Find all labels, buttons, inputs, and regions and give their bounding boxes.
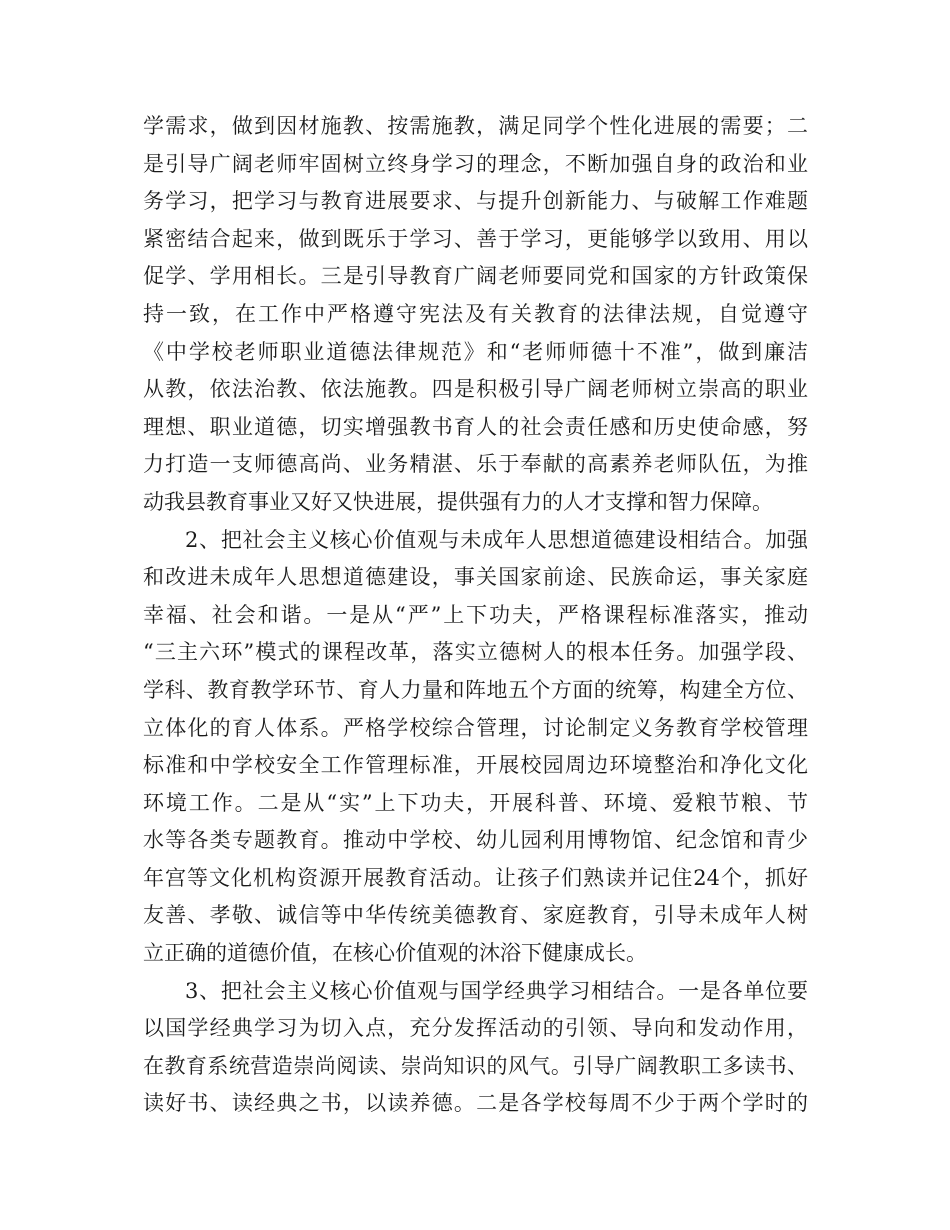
text-line: “三主六环”模式的课程改革，落实立德树人的根本任务。加强学段、 xyxy=(143,640,808,665)
text-line: 友善、孝敬、诚信等中华传统美德教育、家庭教育，引导未成年人树 xyxy=(143,903,808,928)
text-line: 力打造一支师德高尚、业务精湛、乐于奉献的高素养老师队伍，为推 xyxy=(143,452,808,477)
text-line: 以国学经典学习为切入点，充分发挥活动的引领、导向和发动作用， xyxy=(143,1016,808,1041)
text-line: 从教，依法治教、依法施教。四是积极引导广阔老师树立崇高的职业 xyxy=(143,377,808,402)
text-line: 务学习，把学习与教育进展要求、与提升创新能力、与破解工作难题 xyxy=(143,189,808,214)
text-line: 理想、职业道德，切实增强教书育人的社会责任感和历史使命感，努 xyxy=(143,414,808,439)
text-line: 2、把社会主义核心价值观与未成年人思想道德建设相结合。加强 xyxy=(185,527,808,552)
text-line: 在教育系统营造崇尚阅读、崇尚知识的风气。引导广阔教职工多读书、 xyxy=(143,1053,808,1078)
text-line: 紧密结合起来，做到既乐于学习、善于学习，更能够学以致用、用以 xyxy=(143,226,808,251)
text-line: 《中学校老师职业道德法律规范》和“老师师德十不准”，做到廉洁 xyxy=(143,339,808,364)
text-line: 水等各类专题教育。推动中学校、幼儿园利用博物馆、纪念馆和青少 xyxy=(143,828,808,853)
text-line: 标准和中学校安全工作管理标准，开展校园周边环境整治和净化文化 xyxy=(143,753,808,778)
text-line: 和改进未成年人思想道德建设，事关国家前途、民族命运，事关家庭 xyxy=(143,565,808,590)
text-line: 促学、学用相长。三是引导教育广阔老师要同党和国家的方针政策保 xyxy=(143,264,808,289)
text-line: 环境工作。二是从“实”上下功夫，开展科普、环境、爱粮节粮、节 xyxy=(143,790,808,815)
text-line: 是引导广阔老师牢固树立终身学习的理念，不断加强自身的政治和业 xyxy=(143,151,808,176)
text-line: 学科、教育教学环节、育人力量和阵地五个方面的统筹，构建全方位、 xyxy=(143,677,808,702)
body-text xyxy=(143,108,808,1123)
text-line: 立体化的育人体系。严格学校综合管理，讨论制定义务教育学校管理 xyxy=(143,715,808,740)
text-line: 年宫等文化机构资源开展教育活动。让孩子们熟读并记住24个，抓好 xyxy=(143,865,808,890)
text-line: 持一致，在工作中严格遵守宪法及有关教育的法律法规，自觉遵守 xyxy=(143,301,808,326)
text-line: 学需求，做到因材施教、按需施教，满足同学个性化进展的需要；二 xyxy=(143,114,808,138)
text-line: 幸福、社会和谐。一是从“严”上下功夫，严格课程标准落实，推动 xyxy=(143,602,808,627)
text-line: 3、把社会主义核心价值观与国学经典学习相结合。一是各单位要 xyxy=(185,978,808,1003)
text-line: 立正确的道德价值，在核心价值观的沐浴下健康成长。 xyxy=(143,941,647,966)
text-line: 读好书、读经典之书，以读养德。二是各学校每周不少于两个学时的 xyxy=(143,1091,808,1116)
text-line: 动我县教育事业又好又快进展，提供强有力的人才支撑和智力保障。 xyxy=(143,489,773,514)
